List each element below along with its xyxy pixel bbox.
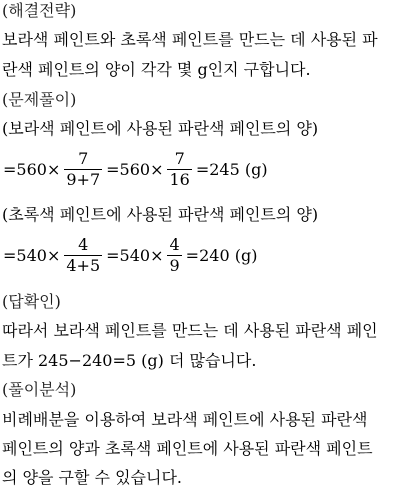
green-paint-label: (초록색 페인트에 사용된 파란색 페인트의 양) (2, 205, 319, 224)
analysis-text-line-3: 의 양을 구할 수 있습니다. (2, 468, 182, 487)
equation-result: =240 (g) (185, 246, 258, 265)
fraction (167, 150, 191, 189)
fraction-denominator: 16 (169, 170, 190, 189)
section-solution-heading: (문제풀이) (2, 90, 77, 109)
analysis-text-line-1: 비례배분을 이용하여 보라색 페인트에 사용된 파란색 (2, 410, 368, 429)
check-text-line-1: 따라서 보라색 페인트를 만드는 데 사용된 파란색 페인 (2, 321, 378, 340)
equation-result: =245 (g) (195, 160, 268, 179)
fraction-numerator: 4 (169, 235, 180, 254)
equation-part: =560× (106, 160, 164, 179)
fraction-numerator: 7 (174, 149, 185, 168)
strategy-text-line-2: 란색 페인트의 양이 각각 몇 g인지 구합니다. (2, 60, 311, 79)
green-equation (2, 236, 258, 275)
purple-paint-label: (보라색 페인트에 사용된 파란색 페인트의 양) (2, 119, 319, 138)
fraction-denominator: 9 (169, 256, 180, 275)
equation-part: =540× (106, 246, 164, 265)
fraction-denominator: 4+5 (66, 256, 101, 275)
fraction-numerator: 7 (78, 149, 89, 168)
equation-part: =560× (3, 160, 61, 179)
section-check-heading: (답확인) (2, 292, 61, 311)
equation-part: =540× (3, 246, 61, 265)
fraction-denominator: 9+7 (66, 170, 101, 189)
fraction (64, 236, 102, 275)
analysis-text-line-2: 페인트의 양과 초록색 페인트에 사용된 파란색 페인트 (2, 439, 373, 458)
purple-equation (2, 150, 269, 189)
strategy-text-line-1: 보라색 페인트와 초록색 페인트를 만드는 데 사용된 파 (2, 30, 378, 49)
fraction (64, 150, 102, 189)
section-strategy-heading: (해결전략) (2, 1, 77, 20)
check-text-line-2: 트가 245−240=5 (g) 더 많습니다. (2, 351, 257, 370)
fraction (167, 236, 181, 275)
section-analysis-heading: (풀이분석) (2, 380, 77, 399)
fraction-numerator: 4 (78, 235, 89, 254)
